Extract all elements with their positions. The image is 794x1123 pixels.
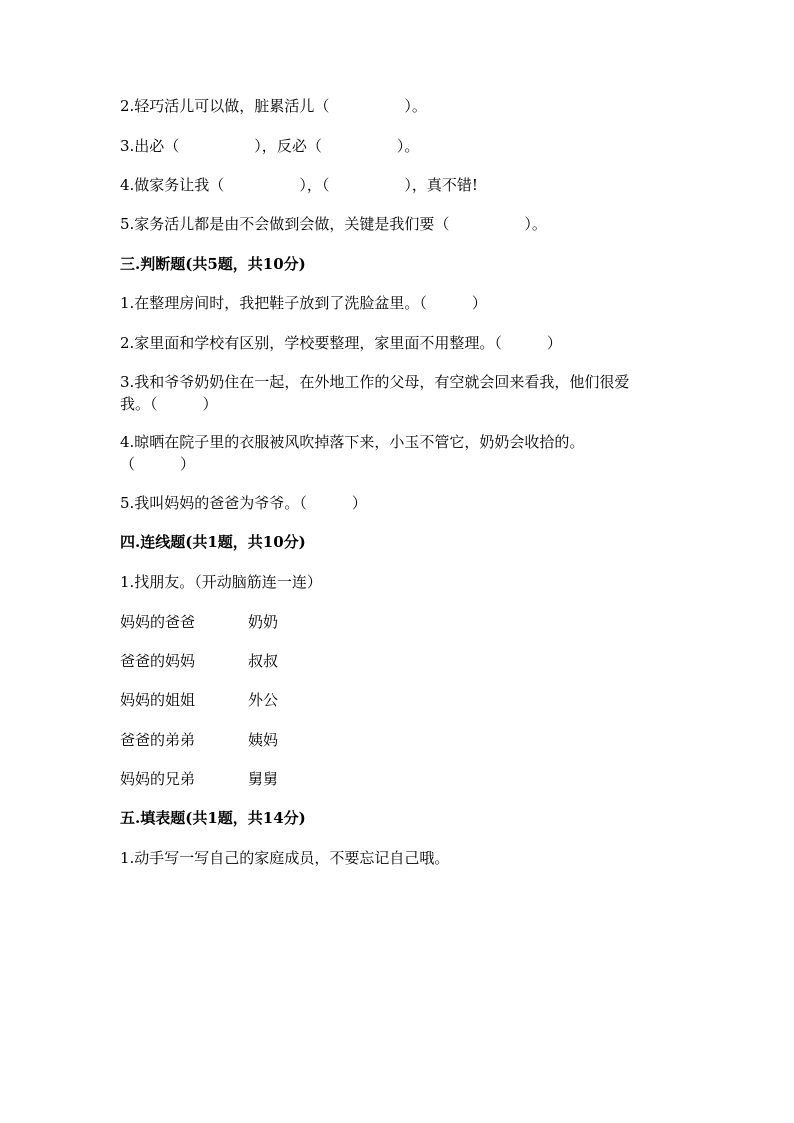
judge-item: 1.在整理房间时，我把鞋子放到了洗脸盆里。（ ）: [120, 294, 487, 312]
question: 1.动手写一写自己的家庭成员，不要忘记自己哦。: [120, 849, 450, 867]
section-heading: 四.连线题(共1题，共10分): [120, 533, 306, 551]
judge-item: 2.家里面和学校有区别，学校要整理，家里面不用整理。（ ）: [120, 334, 562, 352]
question: 1.找朋友。（开动脑筋连一连）: [120, 573, 322, 591]
judge-item: 5.我叫妈妈的爸爸为爷爷。（ ）: [120, 494, 367, 512]
judge-item: 我。（ ）: [120, 395, 218, 413]
match-right: 奶奶: [248, 613, 279, 631]
section-heading: 三.判断题(共5题，共10分): [120, 255, 306, 273]
section-heading: 五.填表题(共1题，共14分): [120, 809, 306, 827]
match-left: 妈妈的兄弟: [120, 770, 196, 788]
match-right: 外公: [248, 691, 279, 709]
match-left: 爸爸的弟弟: [120, 731, 196, 749]
match-right: 姨妈: [248, 731, 279, 749]
match-right: 舅舅: [248, 770, 279, 788]
fill-item: 2.轻巧活儿可以做，脏累活儿（ ）。: [120, 97, 427, 115]
fill-item: 3.出必（ ），反必（ ）。: [120, 137, 420, 155]
match-left: 妈妈的姐姐: [120, 691, 196, 709]
judge-item: 4.晾晒在院子里的衣服被风吹掉落下来，小玉不管它，奶奶会收拾的。: [120, 433, 585, 451]
match-left: 爸爸的妈妈: [120, 652, 196, 670]
match-right: 叔叔: [248, 652, 279, 670]
fill-item: 5.家务活儿都是由不会做到会做，关键是我们要（ ）。: [120, 215, 547, 233]
match-left: 妈妈的爸爸: [120, 613, 196, 631]
judge-item: （ ）: [120, 455, 196, 473]
fill-item: 4.做家务让我（ ），（ ），真不错!: [120, 176, 478, 194]
judge-item: 3.我和爷爷奶奶住在一起，在外地工作的父母，有空就会回来看我，他们很爱: [120, 373, 630, 391]
